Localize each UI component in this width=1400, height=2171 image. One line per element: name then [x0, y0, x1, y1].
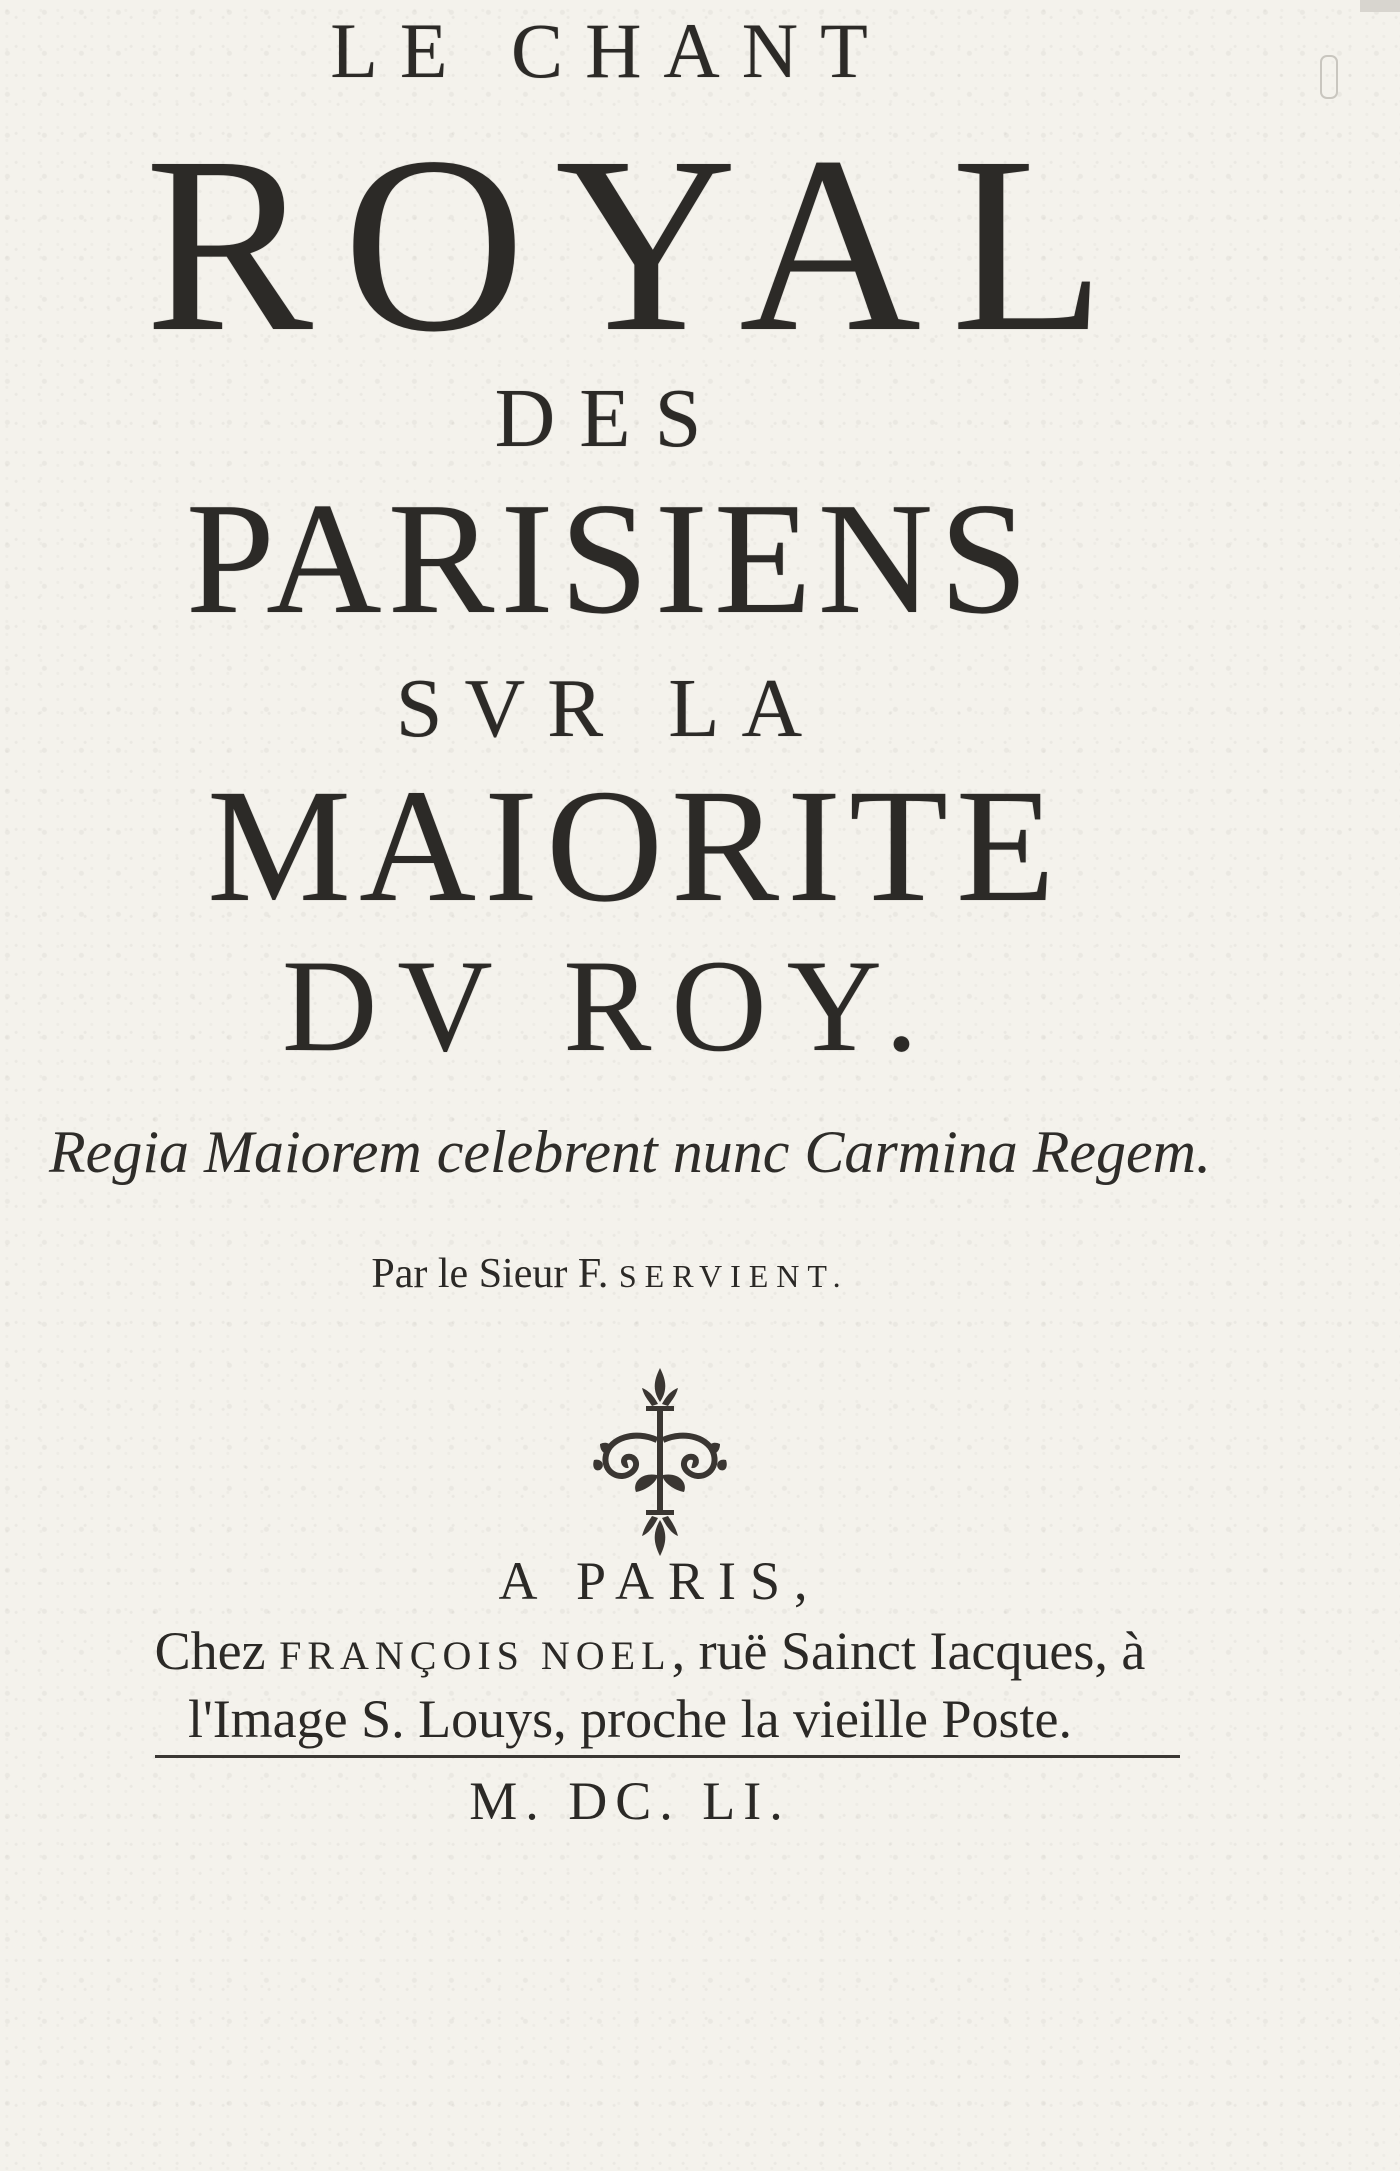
imprint-address: , ruë Sainct Iacques, à — [671, 1621, 1146, 1681]
author-prefix: Par le Sieur F. — [371, 1251, 609, 1297]
fleur-de-lis-ornament-icon — [580, 1360, 740, 1560]
title-line-maiorite: MAIORITE — [207, 757, 1063, 936]
imprint-prefix: Chez — [154, 1621, 266, 1681]
margin-mark — [1320, 55, 1338, 99]
printer-name: FRANÇOIS NOEL — [279, 1633, 672, 1678]
author-name: SERVIENT. — [618, 1258, 849, 1294]
title-line-sur-la: SVR LA — [395, 662, 825, 755]
title-line-royal: ROYAL — [144, 104, 1136, 384]
latin-motto: Regia Maiorem celebrent nunc Carmina Regem. — [49, 1119, 1211, 1185]
horizontal-rule — [155, 1755, 1180, 1758]
imprint-year: M. DC. LI. — [469, 1771, 791, 1831]
title-line-du-roy: DV ROY. — [282, 932, 938, 1079]
author-line — [0, 1250, 1220, 1298]
imprint-line-2: l'Image S. Louys, proche la vieille Poste. — [187, 1689, 1073, 1749]
imprint-line-1 — [60, 1620, 1240, 1682]
title-line-des: DES — [494, 372, 726, 465]
title-line-parisiens: PARISIENS — [185, 469, 1035, 647]
title-line-le-chant: LE CHANT — [330, 7, 890, 94]
imprint-city: A PARIS, — [498, 1551, 822, 1611]
scan-edge-mark — [1360, 0, 1400, 12]
